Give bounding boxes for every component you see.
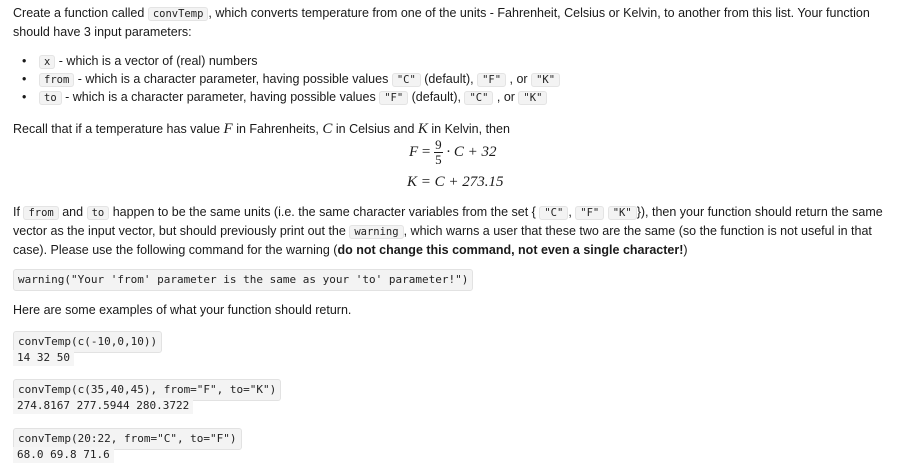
formula-lhs: F [409,143,419,160]
text-span: and [62,205,84,219]
math-C: C [322,121,333,137]
bullet-icon: • [22,54,27,68]
text-span: ) [683,243,688,257]
examples-intro: Here are some examples of what your function should return. [13,303,352,317]
param-name-code: to [39,91,62,105]
example-output-1: 14 32 50 [13,350,74,366]
list-item [13,52,560,70]
value-code: "F" [379,91,408,105]
warning-command-code: warning("Your 'from' parameter is the same as your 'to' parameter!") [13,269,473,291]
formula-kelvin [407,174,504,191]
formula-rhs: · C + 32 [446,143,497,160]
value-code: "K" [531,73,560,87]
param-name-code: x [39,55,55,69]
value-code: "F" [477,73,506,87]
fraction [434,138,443,167]
value-text: , or [493,90,519,104]
formula-kelvin-text: K = C + 273.15 [407,174,504,190]
text-span: , [568,205,572,219]
value-code: "F" [575,206,604,220]
param-description: - which is a character parameter, having possible values [74,72,392,86]
bullet-icon: • [22,90,27,104]
text-span: happen to be the same units (i.e. the same character variables from the set { [112,205,536,219]
function-name-code: convTemp [148,7,209,21]
value-code: "C" [392,73,421,87]
text-span: , which warns a user that these two are the same (so the function is not useful in that case). Please use the following command for the warning ( [13,224,872,257]
to-code: to [87,206,110,220]
param-description: - which is a vector of (real) numbers [55,54,258,68]
intro-text-2: , which converts temperature from one of the units - Fahrenheit, Celsius or Kelvin, to another from this list. Your function should have 3 input parameters: [13,6,870,39]
list-item [13,88,560,106]
fraction-denominator: 5 [435,152,442,167]
warning-code: warning [349,225,403,239]
math-K: K [417,121,428,137]
recall-text: Recall that if a temperature has value [13,122,221,136]
value-code: "K" [518,91,547,105]
value-code: "C" [539,206,568,220]
formula-fahrenheit [409,138,497,167]
parameter-list [13,52,560,106]
bullet-icon: • [22,72,27,86]
same-units-paragraph [13,203,905,259]
param-name-code: from [39,73,74,87]
recall-text: in Fahrenheits, [236,122,319,136]
fraction-numerator: 9 [435,137,442,152]
formula-equals: = [421,143,431,160]
value-code: "C" [464,91,493,105]
list-item [13,70,560,88]
from-code: from [23,206,58,220]
example-call-3: convTemp(20:22, from="C", to="F") [13,428,242,450]
bold-warning-note: do not change this command, not even a single character! [337,243,684,257]
math-F: F [223,121,233,137]
example-output-3: 68.0 69.8 71.6 [13,447,114,463]
intro-text-1: Create a function called [13,6,145,20]
intro-paragraph [13,4,905,41]
value-text: (default), [408,90,465,104]
value-text: (default), [420,72,478,86]
param-description: - which is a character parameter, having possible values [61,90,380,104]
value-code: "K" [608,206,637,220]
recall-text: in Kelvin, then [431,122,510,136]
example-output-2: 274.8167 277.5944 280.3722 [13,398,193,414]
value-text: , or [506,72,532,86]
example-call-1: convTemp(c(-10,0,10)) [13,331,162,353]
recall-paragraph [13,120,905,138]
text-span: If [13,205,20,219]
example-call-2: convTemp(c(35,40,45), from="F", to="K") [13,379,281,401]
recall-text: in Celsius and [335,122,415,136]
text-span: }), then your function should return the same vector as the input vector, but should previously print out the [13,205,883,238]
